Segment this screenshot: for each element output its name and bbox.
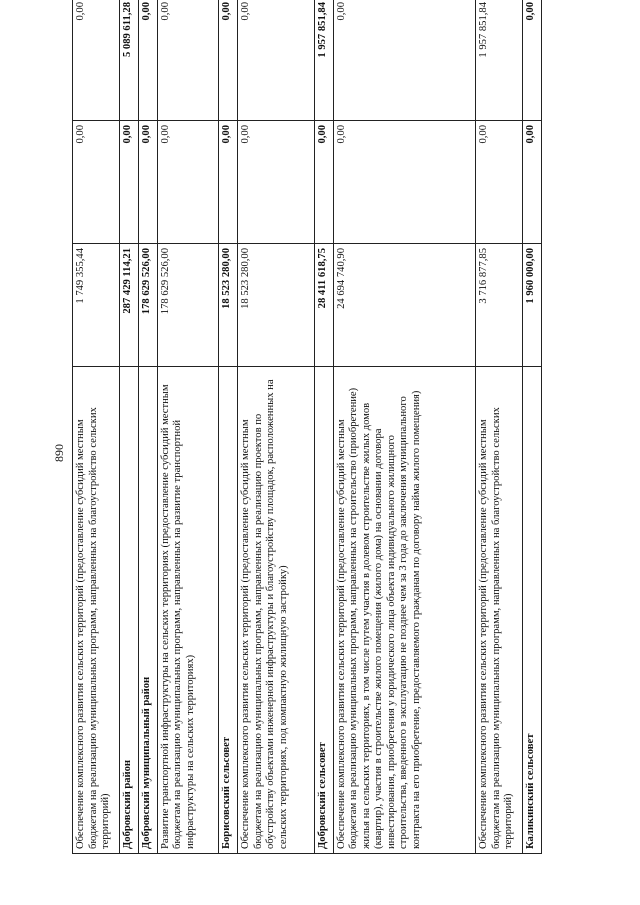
row-name-cell: Добровский сельсовет bbox=[314, 367, 333, 854]
row-name-cell: Каликинский сельсовет bbox=[522, 367, 541, 854]
row-value-2-cell: 0,00 bbox=[476, 121, 523, 244]
row-value-3-cell: 5 089 611,28 bbox=[119, 0, 138, 121]
row-value-1-cell: 18 523 280,00 bbox=[219, 244, 238, 367]
table-row bbox=[314, 0, 333, 854]
row-value-2-cell: 0,00 bbox=[138, 121, 157, 244]
row-value-3-cell: 0,00 bbox=[219, 0, 238, 121]
row-value-3-cell: 1 957 851,84 bbox=[314, 0, 333, 121]
row-value-2-cell: 0,00 bbox=[119, 121, 138, 244]
table-row bbox=[219, 0, 238, 854]
row-name-cell: Развитие транспортной инфраструктуры на сельских территориях (предоставление субсидий местным бюджетам на реализацию муниципальных программ, направленных на развитие транспортной инфраструктуры на сельских территориях) bbox=[157, 367, 218, 854]
table-row bbox=[238, 0, 315, 854]
row-value-2-cell: 0,00 bbox=[73, 121, 120, 244]
row-name-cell: Добровский муниципальный район bbox=[138, 367, 157, 854]
row-value-1-cell: 1 960 000,00 bbox=[522, 244, 541, 367]
page-number: 890 bbox=[52, 444, 66, 462]
table-row bbox=[73, 0, 120, 854]
rotated-table-area bbox=[72, 2, 542, 854]
table-row bbox=[119, 0, 138, 854]
row-value-1-cell: 1 749 355,44 bbox=[73, 244, 120, 367]
row-name-cell: Борисовский сельсовет bbox=[219, 367, 238, 854]
row-value-1-cell: 24 694 740,90 bbox=[333, 244, 475, 367]
row-value-3-cell: 0,00 bbox=[138, 0, 157, 121]
budget-table bbox=[72, 0, 542, 854]
row-value-3-cell: 0,00 bbox=[73, 0, 120, 121]
row-value-3-cell: 1 957 851,84 bbox=[476, 0, 523, 121]
table-row bbox=[476, 0, 523, 854]
row-value-1-cell: 3 716 877,85 bbox=[476, 244, 523, 367]
table-inner bbox=[72, 2, 542, 854]
row-value-2-cell: 0,00 bbox=[522, 121, 541, 244]
row-name-cell: Обеспечение комплексного развития сельских территорий (предоставление субсидий местным бюджетам на реализацию муниципальных программ, направленных на реализацию проектов по обустройству объектами инженерной инфраструктуры и благоустройству площадок, расположенных на сельских территориях, под компактную жилищную застройку) bbox=[238, 367, 315, 854]
row-value-2-cell: 0,00 bbox=[314, 121, 333, 244]
budget-table-body bbox=[73, 0, 542, 854]
table-row bbox=[333, 0, 475, 854]
row-value-1-cell: 18 523 280,00 bbox=[238, 244, 315, 367]
row-value-1-cell: 287 429 114,21 bbox=[119, 244, 138, 367]
table-row bbox=[138, 0, 157, 854]
table-row bbox=[157, 0, 218, 854]
row-name-cell: Добровский район bbox=[119, 367, 138, 854]
row-value-1-cell: 178 629 526,00 bbox=[157, 244, 218, 367]
row-value-3-cell: 0,00 bbox=[522, 0, 541, 121]
row-value-3-cell: 0,00 bbox=[157, 0, 218, 121]
row-value-3-cell: 0,00 bbox=[238, 0, 315, 121]
row-value-2-cell: 0,00 bbox=[333, 121, 475, 244]
row-name-cell: Обеспечение комплексного развития сельских территорий (предоставление субсидий местным бюджетам на реализацию муниципальных программ, направленных на благоустройство сельских территорий) bbox=[73, 367, 120, 854]
row-value-3-cell: 0,00 bbox=[333, 0, 475, 121]
row-value-2-cell: 0,00 bbox=[157, 121, 218, 244]
row-value-1-cell: 28 411 618,75 bbox=[314, 244, 333, 367]
row-value-1-cell: 178 629 526,00 bbox=[138, 244, 157, 367]
row-value-2-cell: 0,00 bbox=[219, 121, 238, 244]
row-value-2-cell: 0,00 bbox=[238, 121, 315, 244]
row-name-cell: Обеспечение комплексного развития сельских территорий (предоставление субсидий местным бюджетам на реализацию муниципальных программ, направленных на благоустройство сельских территорий) bbox=[476, 367, 523, 854]
table-row bbox=[522, 0, 541, 854]
row-name-cell: Обеспечение комплексного развития сельских территорий (предоставление субсидий местным бюджетам на реализацию муниципальных программ, направленных на строительство (приобретение) жилья на сельских территориях, в том числе путем участия в долевом строительстве жилых домов (квартир), участия в строительстве жилого помещения (жилого дома) на основании договора инвестирования, приобретения у юридического лица объекта индивидуального жилищного строительства, введенного в эксплуатацию не позднее чем за 3 года до заключения муниципального контракта на его приобретение, предоставляемого гражданам по договору найма жилого помещения) bbox=[333, 367, 475, 854]
